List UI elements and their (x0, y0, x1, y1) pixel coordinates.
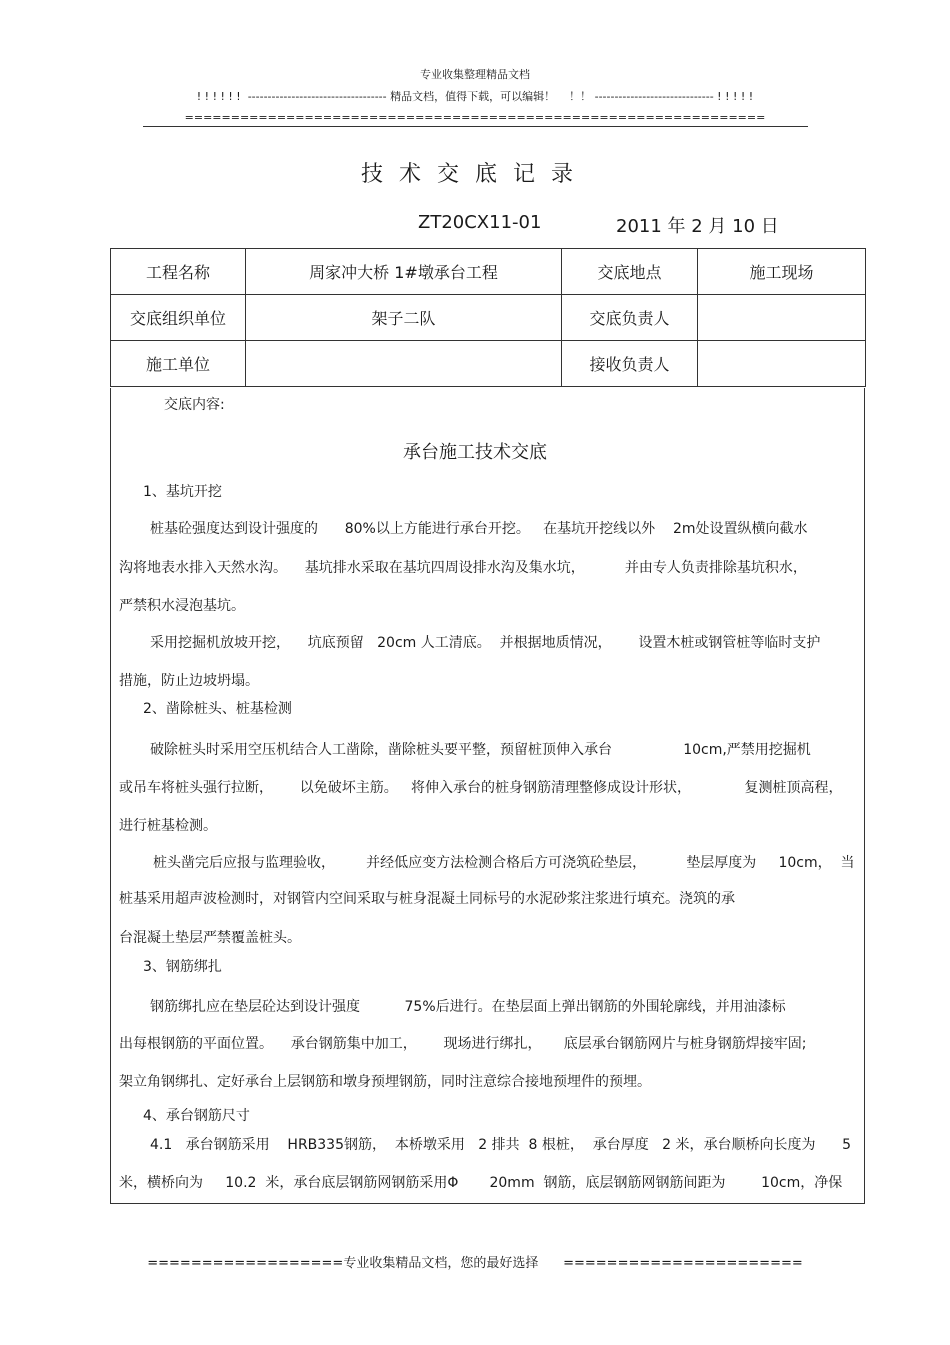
info-table (110, 248, 866, 387)
paragraph-line: 沟将地表水排入天然水沟。 基坑排水采取在基坑四周设排水沟及集水坑， 并由专人负责排除基坑积水， (119, 560, 807, 576)
header-line-1: 专业收集整理精品文档 (420, 68, 530, 81)
section-heading: 4、承台钢筋尺寸 (143, 1108, 250, 1124)
organizer-value: 架子二队 (246, 295, 562, 341)
paragraph-line: 进行桩基检测。 (119, 818, 217, 834)
construction-unit-value (246, 341, 562, 387)
paragraph-line: 采用挖掘机放坡开挖， 坑底预留 20cm 人工清底。 并根据地质情况， 设置木桩或钢管桩等临时支护 (150, 635, 821, 651)
table-row (111, 249, 866, 295)
table-row (111, 295, 866, 341)
responsible-value (698, 295, 866, 341)
section-heading: 2、凿除桩头、桩基检测 (143, 701, 292, 717)
paragraph-line: 4.1 承台钢筋采用 HRB335钢筋， 本桥墩采用 2 排共 8 根桩， 承台厚度 2 米，承台顺桥向长度为 5 (150, 1137, 852, 1153)
content-label: 交底内容: (164, 397, 225, 413)
header-rule (143, 126, 808, 127)
receiver-value (698, 341, 866, 387)
section-heading: 1、基坑开挖 (143, 484, 222, 500)
construction-unit-label: 施工单位 (111, 341, 246, 387)
location-label: 交底地点 (562, 249, 698, 295)
document-date: 2011 年 2 月 10 日 (616, 216, 779, 237)
header-line-3: =============================================================== (184, 111, 766, 124)
paragraph-line: 严禁积水浸泡基坑。 (119, 598, 245, 614)
receiver-label: 接收负责人 (562, 341, 698, 387)
document-code: ZT20CX11-01 (418, 212, 542, 233)
paragraph-line: 钢筋绑扎应在垫层砼达到设计强度 75%后进行。在垫层面上弹出钢筋的外围轮廓线，并用油漆标 (150, 999, 786, 1015)
project-name-label: 工程名称 (111, 249, 246, 295)
paragraph-line: 架立角钢绑扎、定好承台上层钢筋和墩身预埋钢筋，同时注意综合接地预埋件的预埋。 (119, 1074, 651, 1090)
paragraph-line: 桩基采用超声波检测时，对钢管内空间采取与桩身混凝土同标号的水泥砂浆注浆进行填充。浇筑的承 (119, 891, 735, 907)
paragraph-line: 措施，防止边坡坍塌。 (119, 673, 259, 689)
paragraph-line: 台混凝土垫层严禁覆盖桩头。 (119, 930, 301, 946)
paragraph-line: 或吊车将桩头强行拉断， 以免破坏主筋。 将伸入承台的桩身钢筋清理整修成设计形状， 复测桩顶高程， (119, 780, 843, 796)
table-row (111, 341, 866, 387)
section-heading: 3、钢筋绑扎 (143, 959, 222, 975)
location-value: 施工现场 (698, 249, 866, 295)
paragraph-line: 桩基砼强度达到设计强度的 80%以上方能进行承台开挖。 在基坑开挖线以外 2m处设置纵横向截水 (150, 521, 808, 537)
paragraph-line: 米，横桥向为 10.2 米，承台底层钢筋网钢筋采用Φ 20mm 钢筋，底层钢筋网钢筋间距为 10cm，净保 (119, 1175, 843, 1191)
paragraph-line: 桩头凿完后应报与监理验收， 并经低应变方法检测合格后方可浇筑砼垫层， 垫层厚度为 10cm， 当 (153, 855, 855, 871)
footer: ==================专业收集精品文档，您的最好选择 ====================== (147, 1256, 803, 1271)
paragraph-line: 破除桩头时采用空压机结合人工凿除，凿除桩头要平整，预留桩顶伸入承台 10cm,严禁用挖掘机 (150, 742, 811, 758)
paragraph-line: 出每根钢筋的平面位置。 承台钢筋集中加工， 现场进行绑扎， 底层承台钢筋网片与桩身钢筋焊接牢固; (119, 1036, 807, 1052)
responsible-label: 交底负责人 (562, 295, 698, 341)
project-name-value: 周家冲大桥 1#墩承台工程 (246, 249, 562, 295)
page-title: 技术交底记录 (360, 162, 589, 187)
content-heading: 承台施工技术交底 (403, 442, 547, 463)
organizer-label: 交底组织单位 (111, 295, 246, 341)
header-line-2: ! ! ! ! ! ! ----------------------------------- 精品文档，值得下载，可以编辑！ ！！ ------------------------------ ! ! ! ! ! (196, 90, 754, 103)
